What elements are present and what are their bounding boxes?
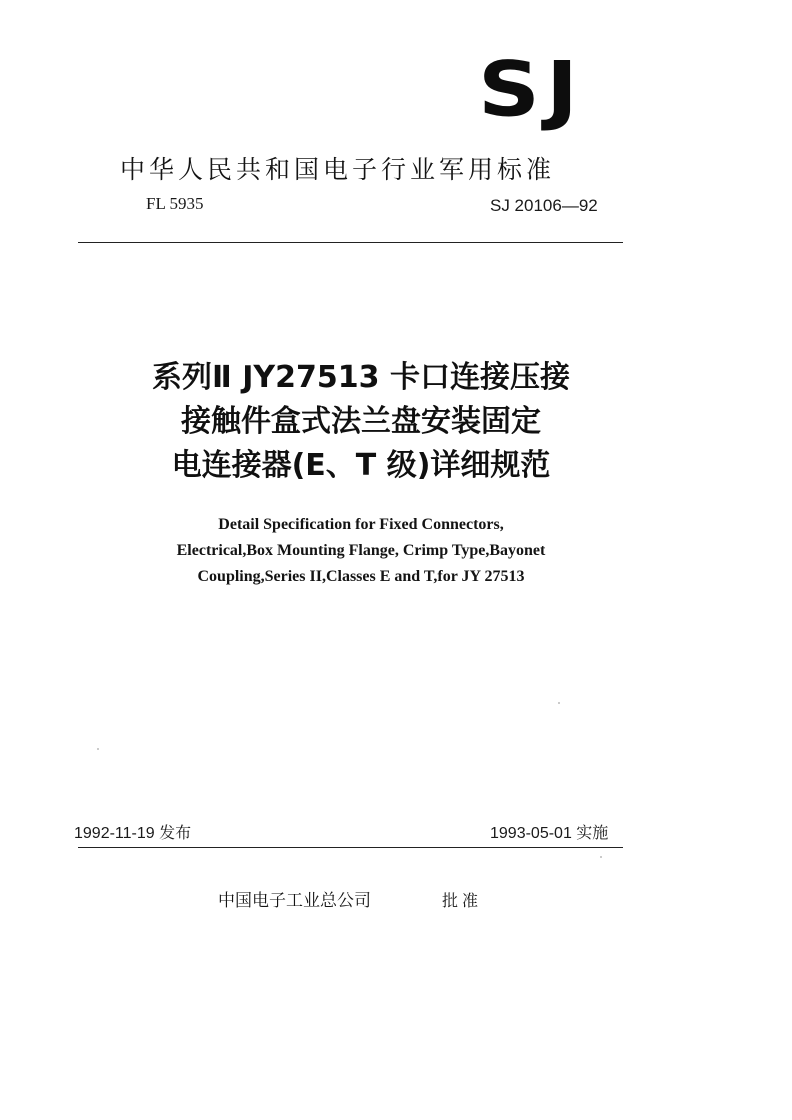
sj-logo: SJ [478, 45, 584, 134]
chinese-title [96, 356, 626, 488]
scan-speck [558, 702, 560, 704]
english-title-line: Detail Specification for Fixed Connectors, [218, 516, 504, 533]
footer-divider [78, 847, 623, 848]
issue-date: 1992-11-19 发布 [74, 825, 192, 842]
chinese-title-line: 电连接器(E、T 级)详细规范 [171, 448, 551, 483]
english-title-line: Electrical,Box Mounting Flange, Crimp Type,Bayonet [176, 542, 546, 559]
chinese-title-line: 系列Ⅱ JY27513 卡口连接压接 [152, 360, 570, 395]
issuing-organization: 中国电子工业总公司 [218, 891, 371, 911]
chinese-title-line: 接触件盒式法兰盘安装固定 [181, 404, 541, 439]
header-divider [78, 242, 623, 243]
standard-number: SJ 20106—92 [490, 196, 598, 215]
scan-speck [600, 856, 602, 858]
approval-label: 批准 [442, 891, 483, 910]
english-title [96, 512, 626, 590]
fl-code: FL 5935 [146, 194, 204, 213]
scan-speck [97, 748, 99, 750]
implementation-date: 1993-05-01 实施 [490, 825, 609, 842]
english-title-line: Coupling,Series II,Classes E and T,for JY 27513 [197, 568, 525, 585]
standard-type: 中华人民共和国电子行业军用标准 [120, 155, 556, 184]
